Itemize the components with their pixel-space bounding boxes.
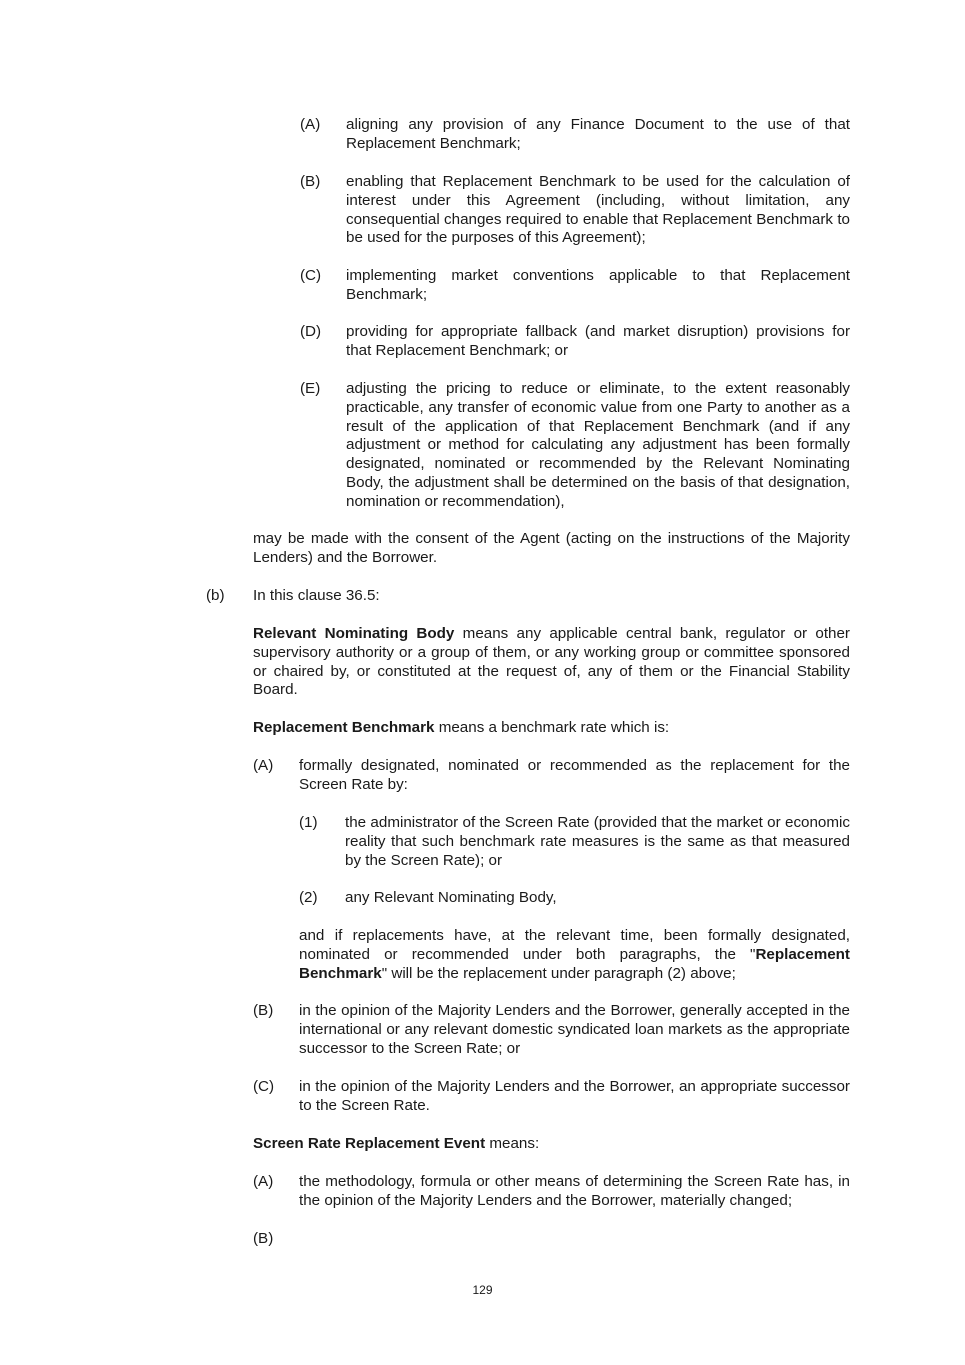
- item-text: enabling that Replacement Benchmark to be used for the calculation of interest under this Agreement (including, without limitation, any consequential changes required to enable that Replacement Benchmark to be used for the purposes of this Agreement);: [346, 173, 850, 247]
- item-label: (1): [299, 814, 318, 831]
- item-text: implementing market conventions applicable to that Replacement Benchmark;: [346, 267, 850, 303]
- item-text: adjusting the pricing to reduce or eliminate, to the extent reasonably practicable, any transfer of economic value from one Party to another as a result of the application of that Replacement Benchmark (and if any adjustment or method for calculating any adjustment has been formally designated, nominated or recommended by the Relevant Nominating Body, the adjustment shall be determined on the basis of that designation, nomination or recommendation),: [346, 380, 850, 510]
- and-if-text: and if replacements have, at the relevant time, been formally designated, nominated or recommended under both paragraphs, the ": [299, 927, 850, 963]
- definition-term: Screen Rate Replacement Event: [253, 1135, 486, 1152]
- item-label: (B): [253, 1002, 274, 1019]
- definition-screen-rate-replacement-event: [253, 1135, 850, 1154]
- item-text: in the opinion of the Majority Lenders and the Borrower, generally accepted in the international or any relevant domestic syndicated loan markets as the appropriate successor to the Screen Rate; or: [299, 1002, 850, 1057]
- item-text: providing for appropriate fallback (and market disruption) provisions for that Replacement Benchmark; or: [346, 323, 850, 359]
- item-text: aligning any provision of any Finance Document to the use of that Replacement Benchmark;: [346, 116, 850, 152]
- item-text: the administrator of the Screen Rate (provided that the market or economic reality that such benchmark rate measures is the same as that measured by the Screen Rate); or: [345, 814, 850, 869]
- and-if-text-end: " will be the replacement under paragraph (2) above;: [381, 964, 736, 982]
- item-label: (B): [253, 1230, 274, 1247]
- definition-relevant-nominating-body: [253, 625, 850, 700]
- and-if-term: Replacement Benchmark: [299, 945, 850, 982]
- consent-paragraph: may be made with the consent of the Agent (acting on the instructions of the Majority Lenders) and the Borrower.: [253, 530, 850, 566]
- item-label: (B): [300, 173, 321, 190]
- item-label: (2): [299, 889, 318, 906]
- item-text: in the opinion of the Majority Lenders and the Borrower, an appropriate successor to the Screen Rate.: [299, 1078, 850, 1114]
- definition-text: means any applicable central bank, regulator or other supervisory authority or a group of them, or any working group or committee sponsored or chaired by, or constituted at the request of, any of them or the Financial Stability Board.: [253, 625, 850, 699]
- item-text: formally designated, nominated or recommended as the replacement for the Screen Rate by:: [299, 757, 850, 793]
- item-label: (C): [253, 1078, 275, 1095]
- definition-term: Relevant Nominating Body: [253, 625, 455, 642]
- definition-text: means:: [485, 1135, 540, 1152]
- rb-and-if-paragraph: [299, 927, 850, 983]
- item-label: (D): [300, 323, 322, 340]
- definition-text: means a benchmark rate which is:: [434, 719, 670, 736]
- definition-term: Replacement Benchmark: [253, 719, 435, 736]
- item-label: (E): [300, 380, 321, 397]
- item-label: (C): [300, 267, 322, 284]
- definition-replacement-benchmark: [253, 719, 850, 738]
- page-number: 129: [472, 1283, 493, 1297]
- item-label: (A): [300, 116, 321, 133]
- paragraph-text: In this clause 36.5:: [253, 587, 380, 604]
- paragraph-label: (b): [206, 587, 225, 604]
- item-label: (A): [253, 1173, 274, 1190]
- item-text: the methodology, formula or other means of determining the Screen Rate has, in the opinion of the Majority Lenders and the Borrower, materially changed;: [299, 1173, 850, 1209]
- item-label: (A): [253, 757, 274, 774]
- item-text: any Relevant Nominating Body,: [345, 889, 557, 906]
